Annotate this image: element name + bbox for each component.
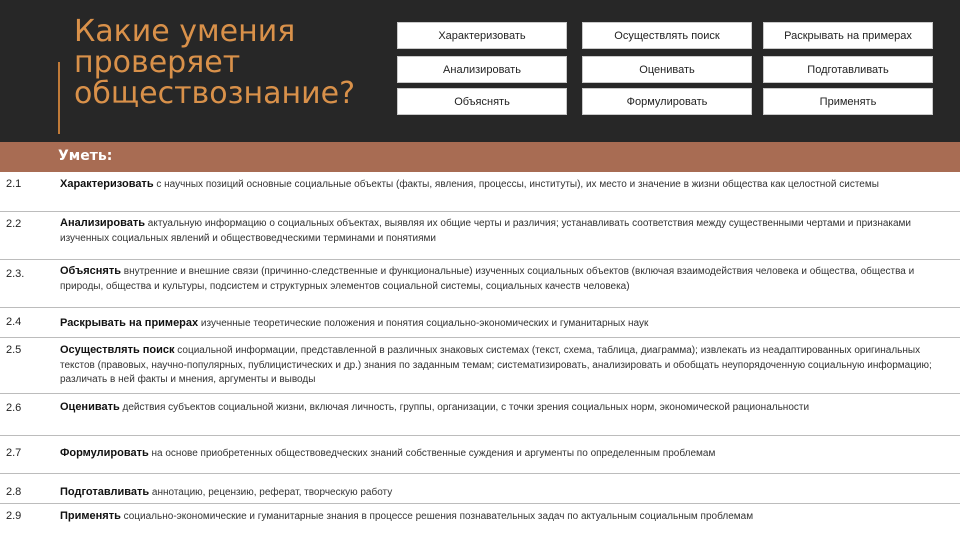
row-verb: Применять — [60, 510, 121, 522]
title-line-2: проверяет — [74, 45, 241, 80]
table-row — [0, 474, 960, 504]
row-number: 2.8 — [6, 486, 22, 498]
row-number: 2.1 — [6, 178, 22, 190]
row-number: 2.9 — [6, 510, 22, 522]
row-description — [60, 343, 940, 388]
table-row — [0, 436, 960, 474]
row-text: социальной информации, представленной в различных знаковых системах (текст, схема, таблица, диаграмма); извлекать из неадаптированных оригинальных текстов (правовых, научно-популярных, публицистических и др.) знания по заданным темам; систематизировать, анализировать и обобщать неупорядоченную социальную информацию; различать в ней факты и мнения, аргументы и выводы — [60, 345, 932, 385]
row-verb: Анализировать — [60, 217, 146, 229]
row-number: 2.5 — [6, 344, 22, 356]
row-text: изученные теоретические положения и понятия социально-экономических и гуманитарных наук — [198, 318, 649, 329]
row-verb: Оценивать — [60, 401, 120, 413]
row-number: 2.7 — [6, 447, 22, 459]
skill-box-characterize: Характеризовать — [397, 22, 567, 49]
row-number: 2.3. — [6, 268, 25, 280]
row-verb: Осуществлять поиск — [60, 344, 175, 356]
section-band — [0, 142, 960, 172]
row-text: с научных позиций основные социальные объекты (факты, явления, процессы, институты), их место и значение в жизни общества как целостной системы — [153, 179, 879, 190]
row-description — [60, 509, 940, 525]
row-description — [60, 485, 940, 501]
row-verb: Раскрывать на примерах — [60, 317, 199, 329]
skill-box-explain: Объяснять — [397, 88, 567, 115]
skill-box-search: Осуществлять поиск — [582, 22, 752, 49]
row-number: 2.4 — [6, 316, 22, 328]
row-text: социально-экономические и гуманитарные знания в процессе решения познавательных задач по актуальным социальным проблемам — [120, 511, 754, 522]
row-number: 2.6 — [6, 402, 22, 414]
row-text: действия субъектов социальной жизни, включая личность, группы, организации, с точки зрения социальных норм, экономической рациональности — [119, 402, 810, 413]
row-description — [60, 316, 940, 332]
row-text: внутренние и внешние связи (причинно-следственные и функциональные) изученных социальных объектов (включая взаимодействия человека и общества, общества и природы, общества и культуры, подсистем и структурных элементов социальной системы, социальных качеств человека) — [60, 266, 915, 292]
row-text: на основе приобретенных обществоведческих знаний собственные суждения и аргументы по определенным проблемам — [148, 448, 716, 459]
table-row — [0, 308, 960, 338]
table-row — [0, 260, 960, 308]
table-row — [0, 212, 960, 260]
skill-box-formulate: Формулировать — [582, 88, 752, 115]
title-line-1: Какие умения — [74, 14, 296, 49]
table-row — [0, 338, 960, 394]
skill-box-examples: Раскрывать на примерах — [763, 22, 933, 49]
row-description — [60, 177, 940, 193]
row-verb: Характеризовать — [60, 178, 154, 190]
row-text: аннотацию, рецензию, реферат, творческую работу — [149, 487, 393, 498]
row-description — [60, 216, 940, 246]
table-row — [0, 394, 960, 436]
section-label: Уметь: — [58, 148, 113, 164]
row-text: актуальную информацию о социальных объектах, выявляя их общие черты и различия; устанавливать соответствия между существенными чертами и признаками изученных социальных явлений и обществоведческими терминами и понятиями — [60, 218, 912, 244]
row-number: 2.2 — [6, 218, 22, 230]
row-description — [60, 446, 940, 462]
skill-box-prepare: Подготавливать — [763, 56, 933, 83]
row-description — [60, 400, 940, 416]
row-verb: Подготавливать — [60, 486, 150, 498]
table-row — [0, 504, 960, 538]
skill-box-analyze: Анализировать — [397, 56, 567, 83]
skill-box-evaluate: Оценивать — [582, 56, 752, 83]
title-accent-bar — [58, 62, 60, 134]
table-row — [0, 172, 960, 212]
skill-box-apply: Применять — [763, 88, 933, 115]
row-description — [60, 264, 940, 294]
row-verb: Объяснять — [60, 265, 121, 277]
row-verb: Формулировать — [60, 447, 149, 459]
page-title — [74, 16, 374, 109]
title-line-3: обществознание? — [74, 76, 356, 111]
